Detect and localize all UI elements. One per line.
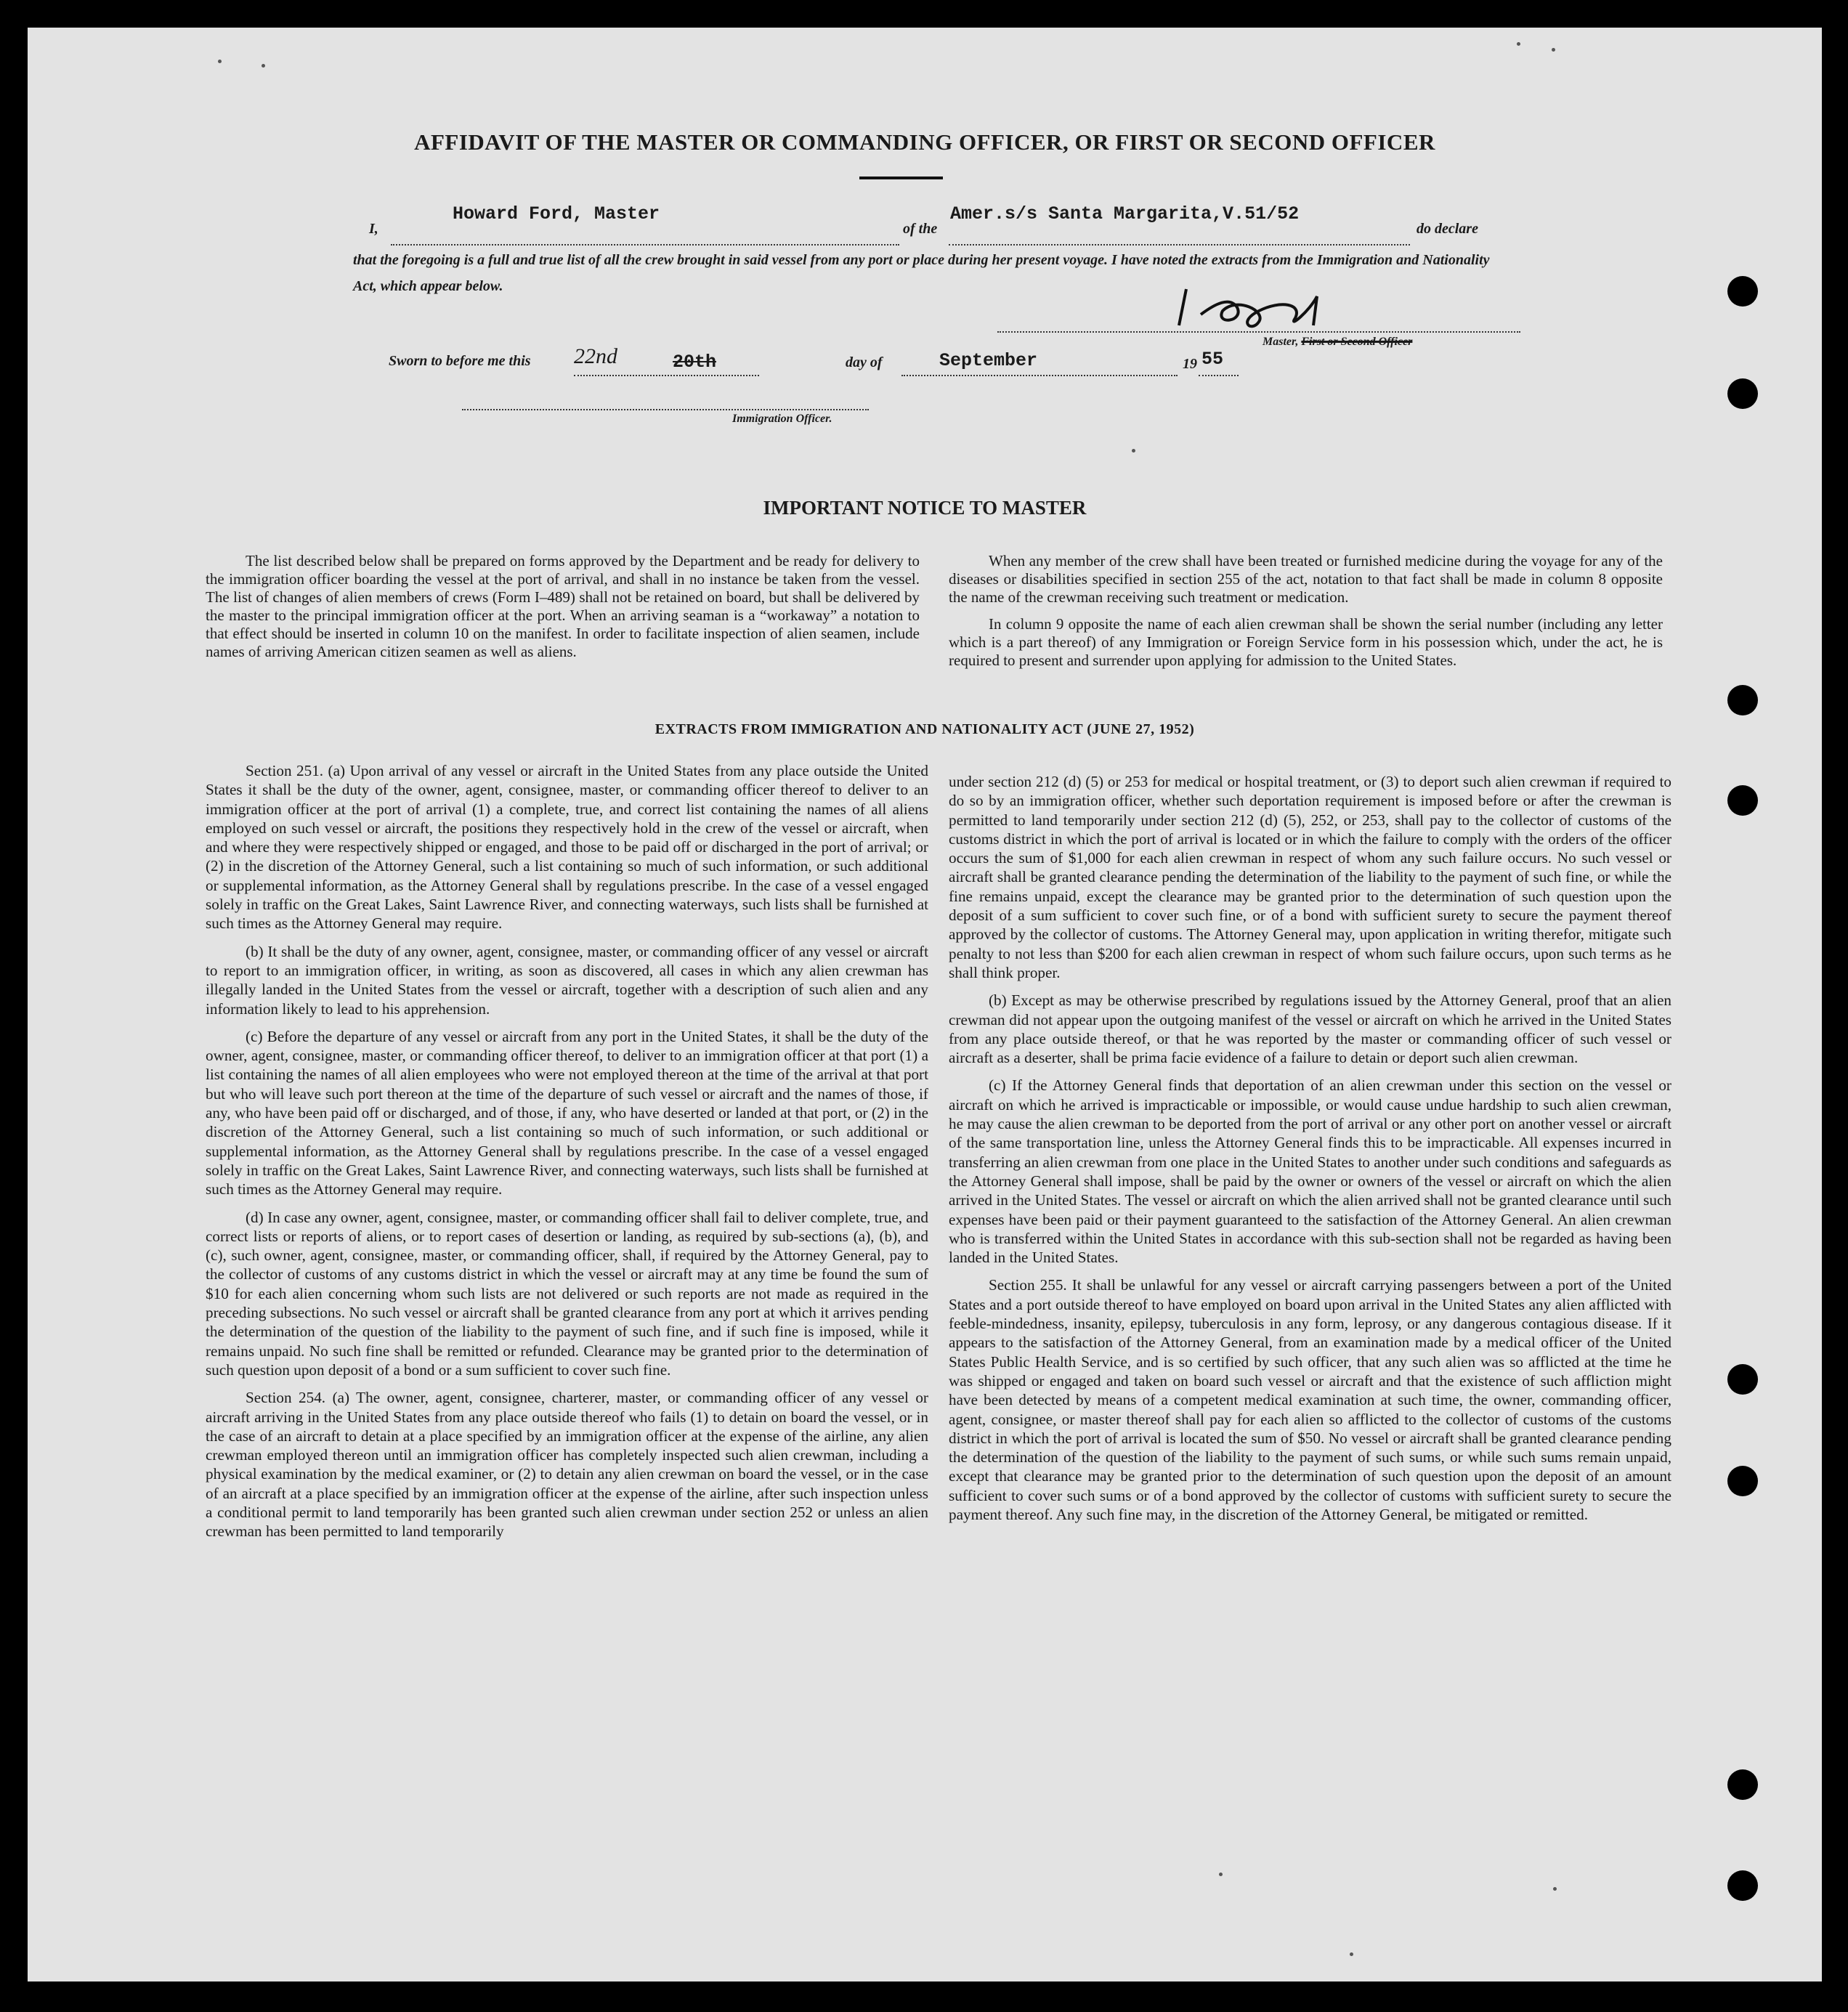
vessel-name: Amer.s/s Santa Margarita,V.51/52	[950, 203, 1300, 224]
year-prefix: 19	[1183, 356, 1197, 372]
notice-right-paragraph-2: In column 9 opposite the name of each alien crewman shall be shown the serial number (including any letter which is a part thereof) of any Immigration or Foreign Service form in his possession which, under the act, he is required to present and surrender upon applying for admission to the United States.	[949, 615, 1663, 669]
do-declare-label: do declare	[1417, 221, 1478, 237]
scan-speck	[1517, 42, 1520, 46]
binder-hole	[1727, 276, 1758, 307]
i-label: I,	[369, 221, 378, 237]
month-line	[901, 375, 1178, 376]
notice-right-column	[949, 552, 1663, 678]
name-line	[391, 244, 899, 246]
sworn-month: September	[939, 350, 1038, 371]
master-name: Howard Ford, Master	[453, 203, 660, 224]
section-251-a: Section 251. (a) Upon arrival of any vessel or aircraft in the United States from any place outside the United States it shall be the duty of the owner, agent, consignee, master, or commanding officer thereof to deliver to an immigration officer at the port of arrival (1) a complete, true, and correct list containing the names of all aliens employed on such vessel or aircraft, the positions they respectively hold in the crew of the vessel or aircraft, when and where they were respectively shipped or engaged, and those to be paid off or discharged in the port of arrival; or (2) in the discretion of the Attorney General, such a list containing so much of such information, or such additional or supplemental information, as the Attorney General shall by regulations prescribe. In the case of a vessel engaged solely in traffic on the Great Lakes, Saint Lawrence River, and connecting waterways, such lists shall be furnished at such times as the Attorney General may require.	[206, 762, 928, 933]
signature-caption	[1263, 336, 1412, 349]
binder-hole	[1727, 1364, 1758, 1395]
binder-hole	[1727, 1466, 1758, 1496]
affidavit-title: AFFIDAVIT OF THE MASTER OR COMMANDING OFFICER, OR FIRST OR SECOND OFFICER	[414, 129, 1435, 155]
binder-hole	[1727, 1769, 1758, 1800]
extracts-right-column	[949, 772, 1671, 1533]
section-254-a: Section 254. (a) The owner, agent, consignee, charterer, master, or commanding officer of any vessel or aircraft arriving in the United States from any place outside thereof who fails (1) to detain on board the vessel, or in the case of an aircraft to detain at a place specified by an immigration officer at the expense of the airline, any alien crewman employed thereon until an immigration officer has completely inspected such alien crewman, including a physical examination by the medical examiner, or (2) to detain any alien crewman on board the vessel, or in the case of an aircraft at a place specified by an immigration officer at the expense of the airline, after such inspection unless a conditional permit to land temporarily has been granted such alien crewman under section 252 or unless an alien crewman has been permitted to land temporarily	[206, 1389, 928, 1541]
notice-right-paragraph-1: When any member of the crew shall have been treated or furnished medicine during the voyage for any of the diseases or disabilities specified in section 255 of the act, notation to that fact shall be made in column 8 opposite the name of the crewman receiving such treatment or medication.	[949, 552, 1663, 606]
day-of-label: day of	[846, 354, 883, 370]
binder-hole	[1727, 1870, 1758, 1901]
notice-left-paragraph: The list described below shall be prepared on forms approved by the Department and be ready for delivery to the immigration officer boarding the vessel at the port of arrival, and shall in no instance be taken from the vessel. The list of changes of alien members of crews (Form I–489) shall not be retained on board, but shall be delivered by the master to the principal immigration officer at the port. When an arriving seaman is a “workaway” a notation to that effect should be inserted in column 10 on the manifest. In order to facilitate inspection of alien seamen, include names of arriving American citizen seamen as well as aliens.	[206, 552, 920, 660]
section-255: Section 255. It shall be unlawful for any vessel or aircraft carrying passengers between a port of the United States and a port outside thereof to have employed on board upon arrival in the United States any alien afflicted with feeble-mindedness, insanity, epilepsy, tuberculosis in any form, leprosy, or any dangerous contagious disease. If it appears to the satisfaction of the Attorney General, from an examination made by a medical officer of the United States Public Health Service, and is so certified by such officer, that any such alien was so afflicted at the time he was shipped or engaged and taken on board such vessel or aircraft and that the existence of such affliction might have been detected by means of a competent medical examination at such time, the owner, commanding officer, agent, consignee, or master thereof shall pay for each alien so afflicted to the collector of customs of the customs district in which the port of arrival is located the sum of $50. No vessel or aircraft shall be granted clearance pending the determination of the question of the liability to the payment of such sums, or while such sums remain unpaid, except that clearance may be granted prior to the determination of such question upon the deposit of an amount sufficient to cover such sums or of a bond approved by the collector of customs with sufficient surety to secure the payment thereof. Any such fine may, in the discretion of the Attorney General, be mitigated or remitted.	[949, 1276, 1671, 1523]
binder-hole	[1727, 685, 1758, 715]
sworn-day-struck: 20th	[673, 352, 717, 373]
scan-speck	[1132, 449, 1135, 453]
master-signature	[1172, 282, 1404, 340]
binder-hole	[1727, 378, 1758, 409]
officer-line	[462, 409, 869, 410]
title-underline	[859, 177, 943, 179]
section-254-a-continued: under section 212 (d) (5) or 253 for medical or hospital treatment, or (3) to deport such alien crewman if required to do so by an immigration officer, whether such deportation requirement is imposed before or after the crewman is permitted to land temporarily under section 212 (d) (5), 252, or 253, shall pay to the collector of customs of the customs district in which the port of arrival is located or in which the failure to comply with the orders of the officer occurs the sum of $1,000 for each alien crewman in respect of whom any such failure occurs. No such vessel or aircraft shall be granted clearance pending the determination of the liability to the payment of such fine, or while the fine remains unpaid, except the clearance may be granted prior to the determination of such question upon the deposit of a sum sufficient to cover such fine, or of a bond with sufficient surety to secure the payment thereof approved by the collector of customs. The Attorney General may, upon application in writing therefor, mitigate such penalty to not less than $200 for each alien crewman in respect of whom such failure occurs, upon such terms as he shall think proper.	[949, 773, 1671, 981]
scan-speck	[1552, 48, 1555, 52]
sworn-label: Sworn to before me this	[389, 353, 531, 369]
year-suffix: 55	[1201, 349, 1224, 370]
sworn-day-handwritten: 22nd	[574, 344, 617, 368]
section-254-c: (c) If the Attorney General finds that deportation of an alien crewman under this section on the vessel or aircraft on which he arrived is impracticable or impossible, or would cause undue hardship to such alien crewman, he may cause the alien crewman to be deported from the port of arrival or any other port on another vessel or aircraft of the same transportation line, unless the Attorney General finds this to be impracticable. All expenses incurred in transferring an alien crewman from one place in the United States to another under such conditions and safeguards as the Attorney General shall impose, shall be paid by the owner or owners of the vessel or aircraft on which the alien arrived in the United States. The vessel or aircraft on which the alien arrived shall not be granted clearance until such expenses have been paid or their payment guaranteed to the satisfaction of the Attorney General. An alien crewman who is transferred within the United States in accordance with this sub-section shall not be regarded as having been landed in the United States.	[949, 1076, 1671, 1267]
binder-hole	[1727, 785, 1758, 816]
sworn-day-line	[574, 375, 759, 376]
scan-speck	[1219, 1873, 1223, 1876]
immigration-officer-label: Immigration Officer.	[732, 413, 832, 425]
declaration-statement: that the foregoing is a full and true list of all the crew brought in said vessel from any port or place during her present voyage. I have noted the extracts from the Immigration and Nationality Act, which appear below.	[353, 252, 1490, 294]
of-the-label: of the	[903, 221, 938, 237]
document-sheet	[28, 28, 1822, 1981]
scan-speck	[1350, 1952, 1353, 1956]
section-254-b: (b) Except as may be otherwise prescribed by regulations issued by the Attorney General, proof that an alien crewman did not appear upon the outgoing manifest of the vessel or aircraft on which he arrived in the United States from any place outside thereof, or that he was reported by the master or commanding officer of such vessel or aircraft as a deserter, shall be prima facie evidence of a failure to detain or deport such alien crewman.	[949, 991, 1671, 1067]
section-251-c: (c) Before the departure of any vessel or aircraft from any port in the United States, it shall be the duty of the owner, agent, consignee, master, or commanding officer thereof, to deliver to an immigration officer at that port (1) a list containing the names of all alien employees who were not employed thereon at the time of the arrival at that port but who will leave such port thereon at the time of the departure of such vessel or aircraft and the names of those, if any, who have been paid off or discharged, and of those, if any, who have deserted or landed at that port, or (2) in the discretion of the Attorney General, such a list containing so much of such information, or such additional or supplemental information, as the Attorney General shall by regulations prescribe. In the case of a vessel engaged solely in traffic on the Great Lakes, Saint Lawrence River, and connecting waterways, such lists shall be furnished at such times as the Attorney General may require.	[206, 1027, 928, 1198]
struck-officer-caption: First or Second Officer	[1301, 336, 1413, 348]
extracts-left-column	[206, 761, 928, 1550]
scan-speck	[1553, 1887, 1557, 1891]
section-251-b: (b) It shall be the duty of any owner, agent, consignee, master, or commanding officer of any vessel or aircraft to report to an immigration officer, in writing, as soon as discovered, all cases in which any alien crewman has illegally landed in the United States from the vessel or aircraft, together with a description of such alien and any information likely to lead to his apprehension.	[206, 942, 928, 1018]
vessel-line	[949, 244, 1410, 246]
scan-speck	[262, 64, 265, 68]
year-line	[1199, 375, 1239, 376]
notice-title: IMPORTANT NOTICE TO MASTER	[763, 497, 1087, 519]
section-251-d: (d) In case any owner, agent, consignee, master, or commanding officer shall fail to deliver complete, true, and correct lists or reports of aliens, or to report cases of desertion or landing, as required by sub-sections (a), (b), and (c), such owner, agent, consignee, master, or commanding officer, shall, if required by the Attorney General, pay to the collector of customs of any customs district in which the vessel or aircraft may at any time be found the sum of $10 for each alien concerning whom such lists are not delivered or such reports are not made as required in the preceding subsections. No such vessel or aircraft shall be granted clearance from any port at which it arrives pending the determination of the question of the liability to the payment of such fine, and if such fine is imposed, while it remains unpaid. No such fine shall be remitted or refunded. Clearance may be granted prior to the determination of such question upon deposit of a bond or a sum sufficient to cover such fine.	[206, 1208, 928, 1379]
notice-left-column	[206, 552, 920, 670]
scan-speck	[218, 60, 222, 63]
master-caption: Master,	[1263, 336, 1299, 348]
extracts-title: EXTRACTS FROM IMMIGRATION AND NATIONALITY ACT (JUNE 27, 1952)	[654, 721, 1195, 737]
